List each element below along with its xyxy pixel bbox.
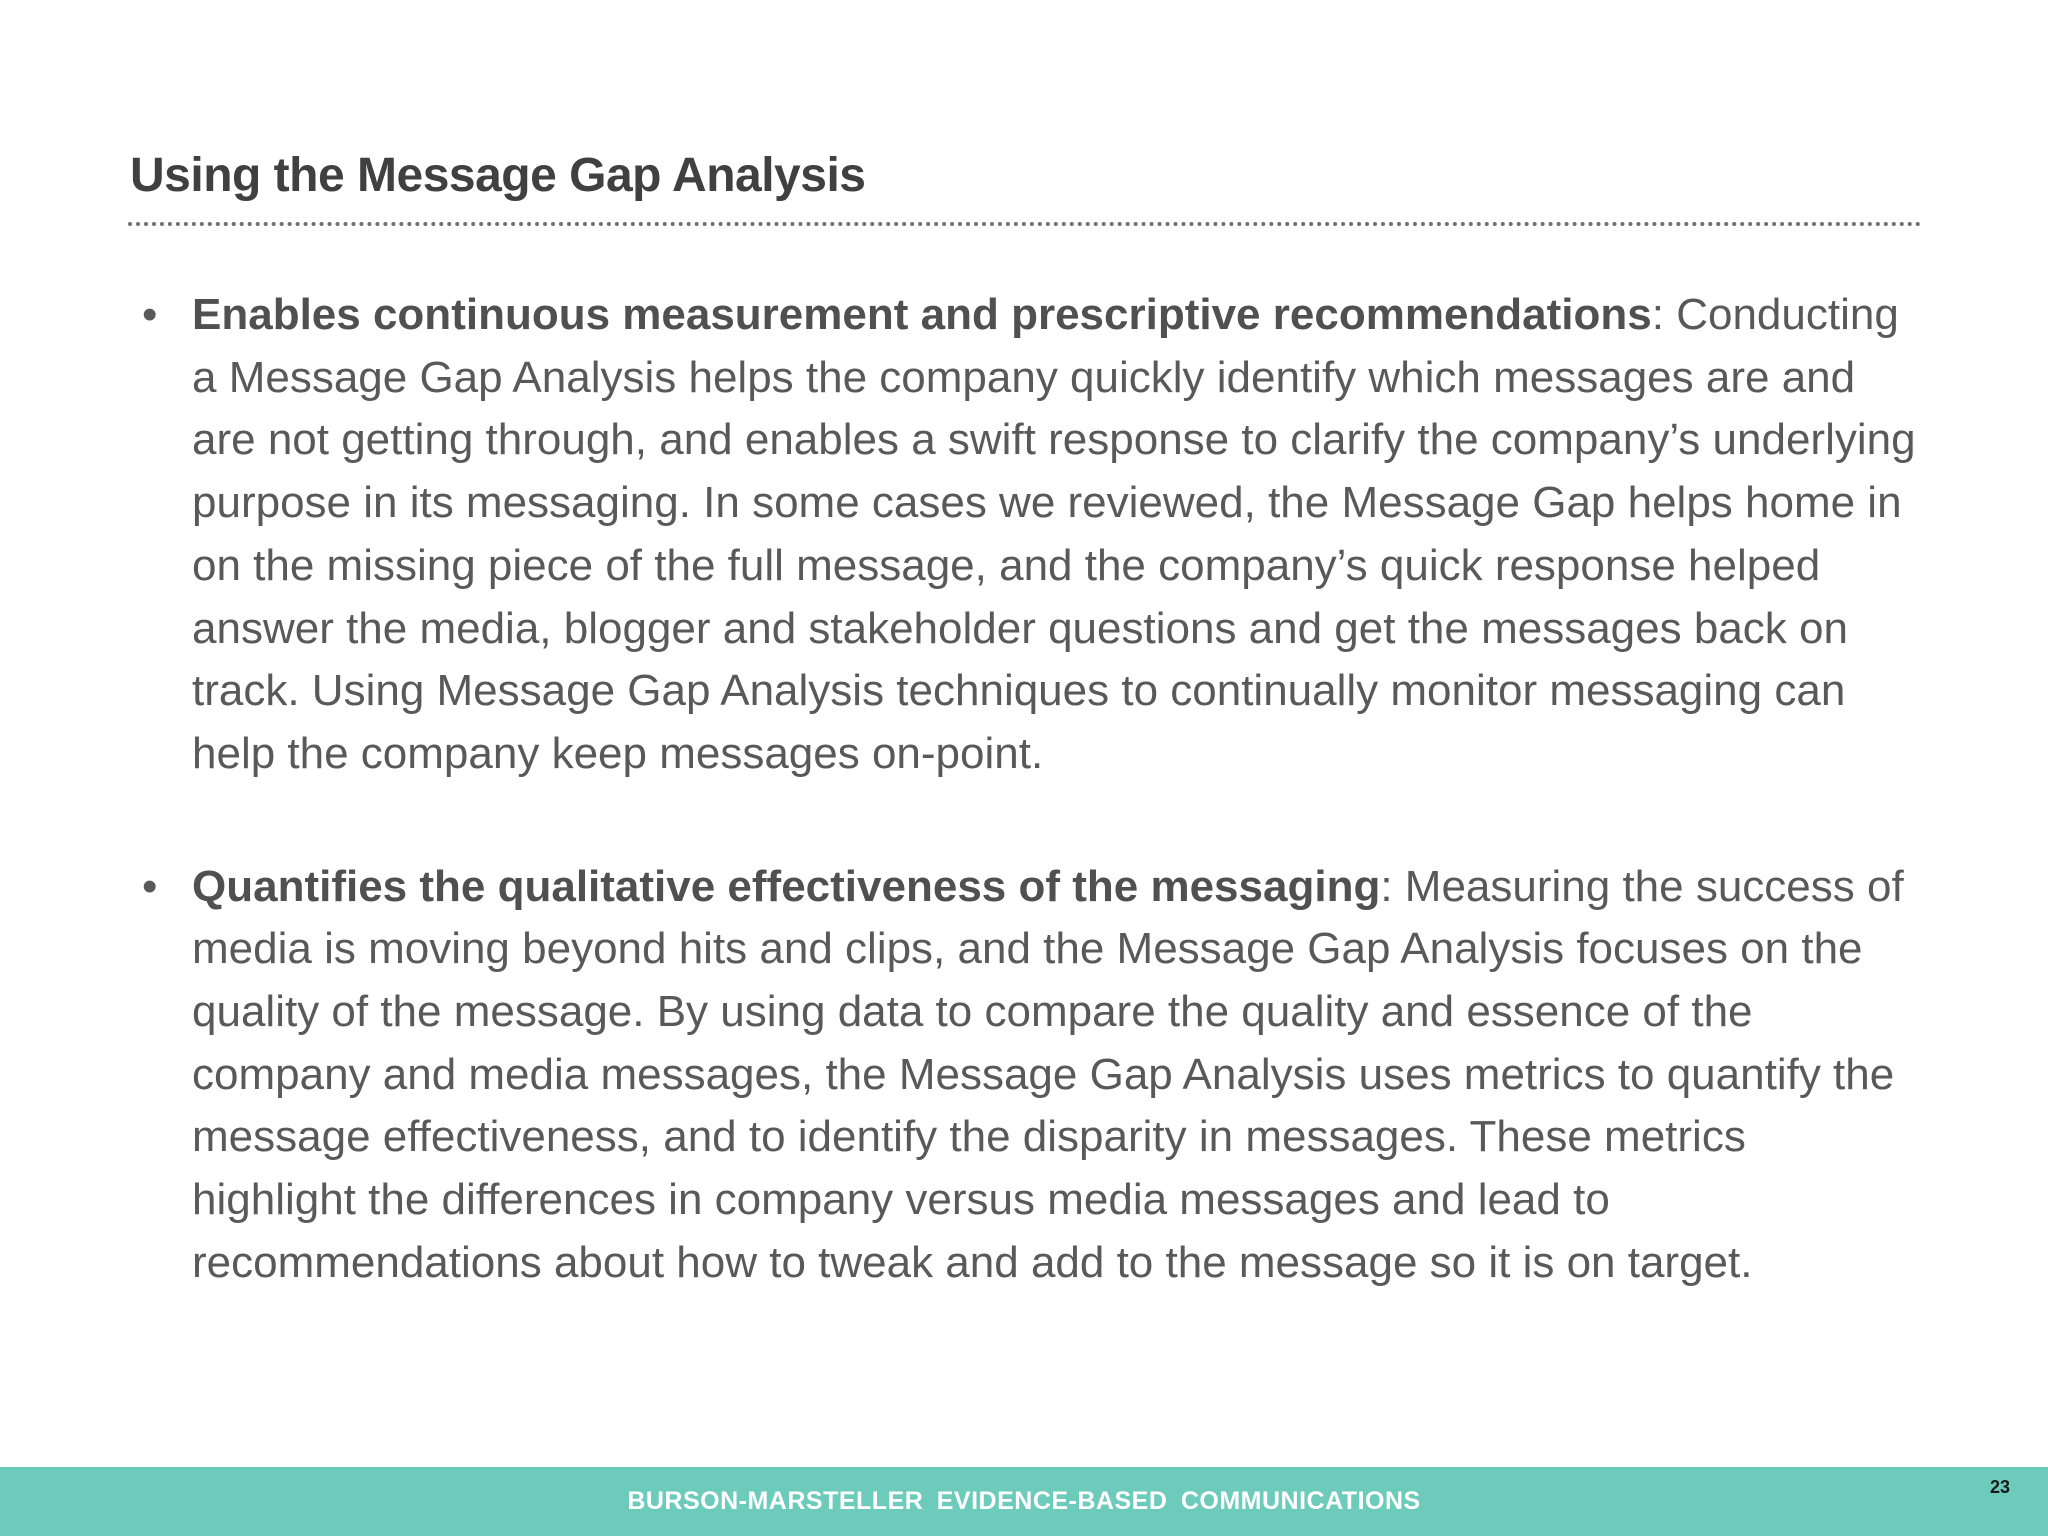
footer-bar: [0, 1467, 2048, 1536]
title-divider: [128, 222, 1922, 226]
bullet-item: [138, 284, 1918, 786]
bullet-heading: Enables continuous measurement and prescriptive recommendations: [192, 290, 1652, 339]
bullet-separator: :: [1651, 290, 1664, 339]
footer-text: BURSON-MARSTELLER EVIDENCE-BASED COMMUNICATIONS: [627, 1487, 1421, 1515]
bullet-item: [138, 856, 1918, 1295]
bullet-separator: :: [1380, 861, 1393, 911]
bullet-icon: •: [142, 290, 158, 339]
bullet-body: Conducting a Message Gap Analysis helps the company quickly identify which messages are and are not getting through, and enables a swift response to clarify the company’s underlying purpose in its messaging. In some cases we reviewed, the Message Gap helps home in on the missing piece of the full message, and the company’s quick response helped answer the media, blogger and stakeholder questions and get the messages back on track. Using Message Gap Analysis techniques to continually monitor messaging can help the company keep messages on-point.: [192, 290, 1916, 778]
page-number: 23: [1989, 1477, 2010, 1497]
bullet-body: Measuring the success of media is moving beyond hits and clips, and the Message Gap Analysis focuses on the quality of the message. By using data to compare the quality and essence of the company and media messages, the Message Gap Analysis uses metrics to quantify the message effectiveness, and to identify the disparity in messages. These metrics highlight the differences in company versus media messages and lead to recommendations about how to tweak and add to the message so it is on target.: [192, 861, 1904, 1287]
bullet-heading: Quantifies the qualitative effectiveness of the messaging: [192, 861, 1381, 911]
bullet-list: [138, 284, 1918, 1295]
slide-title: Using the Message Gap Analysis: [130, 149, 866, 202]
bullet-icon: •: [142, 861, 158, 911]
